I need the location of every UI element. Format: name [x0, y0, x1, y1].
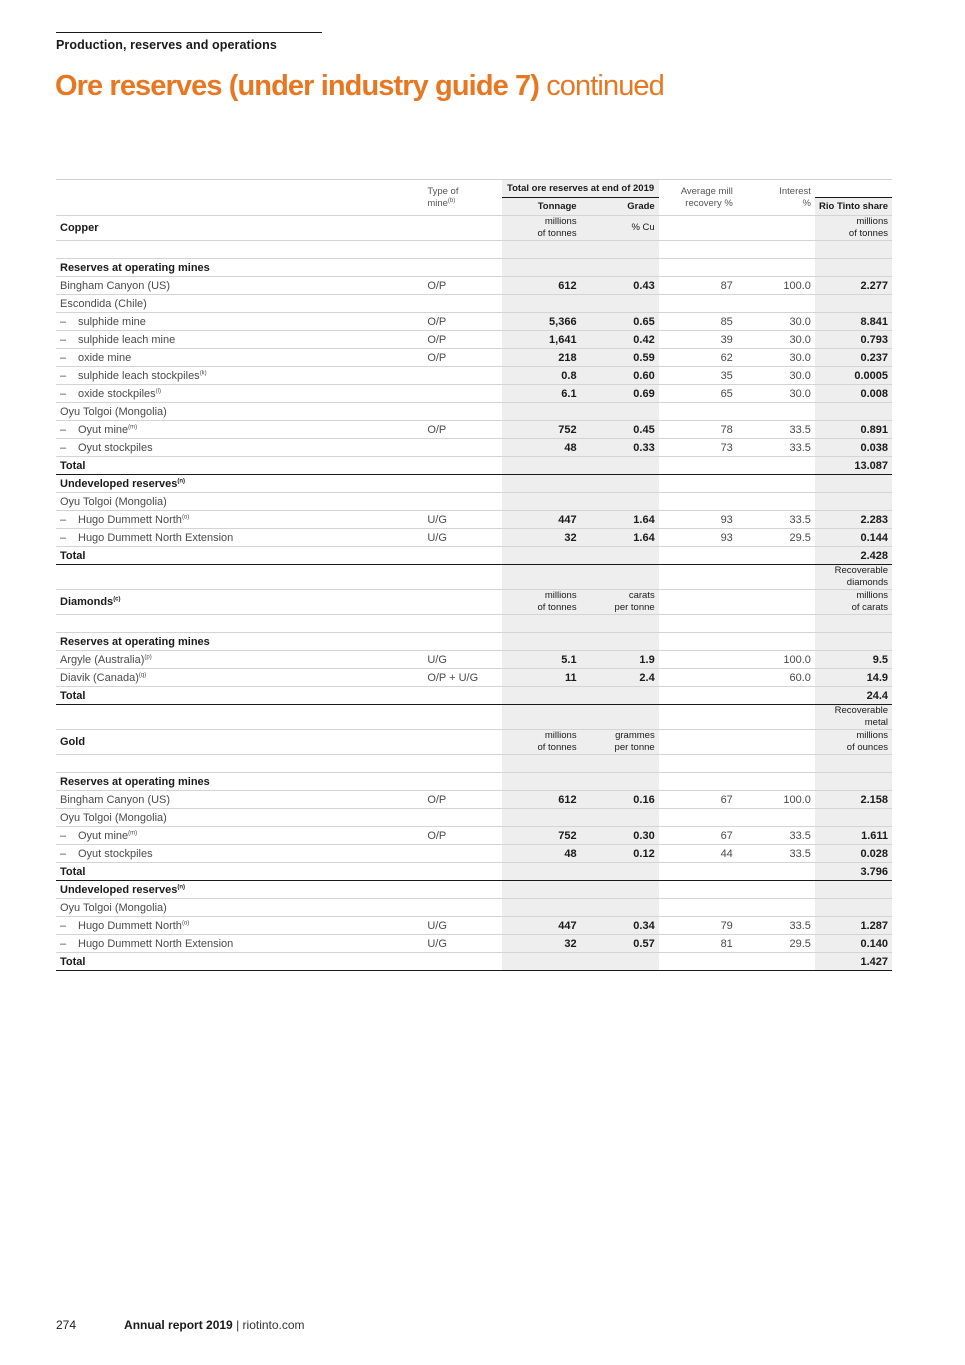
- mine-name: – sulphide leach stockpiles$^{(k)}$: [56, 367, 423, 385]
- grade-value: 2.4: [581, 669, 659, 687]
- mine-group-label: Oyu Tolgoi (Mongolia): [56, 493, 423, 511]
- mill-recovery-header: Average mill recovery %: [680, 185, 733, 209]
- subsection-heading: [56, 259, 892, 277]
- type-of-mine: O/P: [423, 791, 502, 809]
- tonnage-value: 752: [502, 827, 580, 845]
- unit-tonnage: millions of tonnes: [502, 730, 580, 755]
- table-row: [56, 791, 892, 809]
- type-of-mine: O/P + U/G: [423, 669, 502, 687]
- mine-group-row: [56, 809, 892, 827]
- table-body: [56, 216, 892, 971]
- table-row: [56, 331, 892, 349]
- unit-grade: % Cu: [581, 216, 659, 241]
- grade-value: 0.60: [581, 367, 659, 385]
- tonnage-value: 447: [502, 917, 580, 935]
- mill-recovery-value: 73: [659, 439, 737, 457]
- table-row: [56, 367, 892, 385]
- rio-tinto-share-header: Rio Tinto share: [815, 198, 892, 216]
- unit-grade: [581, 705, 659, 730]
- dash-marker: –: [60, 351, 67, 364]
- mine-group-row: [56, 295, 892, 313]
- mine-group-label: Oyu Tolgoi (Mongolia): [56, 809, 423, 827]
- total-share: 3.796: [815, 863, 892, 881]
- mine-name: – Hugo Dummett North$^{(o)}$: [56, 917, 423, 935]
- type-of-mine: [423, 439, 502, 457]
- type-of-mine: U/G: [423, 935, 502, 953]
- grade-value: 0.34: [581, 917, 659, 935]
- mill-recovery-value: 67: [659, 791, 737, 809]
- grade-value: 0.43: [581, 277, 659, 295]
- rio-tinto-share-value: 2.277: [815, 277, 892, 295]
- mill-recovery-value: 79: [659, 917, 737, 935]
- table-row: [56, 511, 892, 529]
- table-row: [56, 277, 892, 295]
- mine-name: Diavik (Canada)$^{(q)}$: [56, 669, 423, 687]
- page-number: 274: [56, 1318, 77, 1332]
- interest-value: 30.0: [737, 331, 815, 349]
- total-label: Total: [56, 953, 423, 971]
- tonnage-value: 48: [502, 845, 580, 863]
- type-of-mine: U/G: [423, 917, 502, 935]
- page-title: [55, 70, 664, 103]
- tonnage-value: 32: [502, 935, 580, 953]
- title-continued: continued: [546, 70, 664, 102]
- dash-marker: –: [60, 919, 67, 932]
- total-row: [56, 953, 892, 971]
- total-share: 24.4: [815, 687, 892, 705]
- grade-value: 0.65: [581, 313, 659, 331]
- type-of-mine: O/P: [423, 421, 502, 439]
- type-of-mine: U/G: [423, 529, 502, 547]
- mine-group-label: Escondida (Chile): [56, 295, 423, 313]
- unit-share: Recoverable diamonds: [815, 565, 892, 590]
- interest-value: 30.0: [737, 367, 815, 385]
- total-row: [56, 457, 892, 475]
- grade-value: 0.57: [581, 935, 659, 953]
- interest-value: 33.5: [737, 439, 815, 457]
- grade-value: 0.42: [581, 331, 659, 349]
- dash-marker: –: [60, 829, 67, 842]
- type-of-mine: O/P: [423, 313, 502, 331]
- rio-tinto-share-value: 0.237: [815, 349, 892, 367]
- mine-name: – Oyut stockpiles: [56, 845, 423, 863]
- mill-recovery-value: [659, 669, 737, 687]
- section-heading: Copper: [56, 216, 423, 241]
- subsection-heading: [56, 881, 892, 899]
- type-of-mine-header: Type of mine$^{(b)}$: [427, 185, 459, 209]
- tonnage-value: 752: [502, 421, 580, 439]
- grade-value: 0.12: [581, 845, 659, 863]
- type-of-mine: O/P: [423, 349, 502, 367]
- rio-tinto-share-value: 0.0005: [815, 367, 892, 385]
- dash-marker: –: [60, 423, 67, 436]
- dash-marker: –: [60, 847, 67, 860]
- unit-share: Recoverable metal: [815, 705, 892, 730]
- table-row: [56, 935, 892, 953]
- table-header: [56, 180, 892, 216]
- interest-value: 30.0: [737, 313, 815, 331]
- subsection-heading: [56, 773, 892, 791]
- rio-tinto-share-value: 0.793: [815, 331, 892, 349]
- page-footer: [56, 1318, 305, 1332]
- tonnage-value: 612: [502, 791, 580, 809]
- subsection-label: Reserves at operating mines: [56, 259, 423, 277]
- interest-value: 33.5: [737, 917, 815, 935]
- section-heading: Gold: [56, 730, 423, 755]
- tonnage-value: 1,641: [502, 331, 580, 349]
- total-label: Total: [56, 457, 423, 475]
- unit-grade: grammes per tonne: [581, 730, 659, 755]
- unit-share: millions of tonnes: [815, 216, 892, 241]
- mine-name: Bingham Canyon (US): [56, 277, 423, 295]
- rio-tinto-share-value: 0.144: [815, 529, 892, 547]
- table-row: [56, 827, 892, 845]
- mine-group-row: [56, 493, 892, 511]
- unit-grade: carats per tonne: [581, 590, 659, 615]
- section-label: Production, reserves and operations: [56, 32, 322, 52]
- dash-marker: –: [60, 369, 67, 382]
- subsection-heading: [56, 633, 892, 651]
- mine-name: – Oyut mine$^{(m)}$: [56, 827, 423, 845]
- interest-value: 30.0: [737, 385, 815, 403]
- grade-value: 0.33: [581, 439, 659, 457]
- footer-separator: |: [232, 1318, 243, 1332]
- section-heading: Diamonds$^{(c)}$: [56, 590, 423, 615]
- rio-tinto-share-value: 0.140: [815, 935, 892, 953]
- mill-recovery-value: 62: [659, 349, 737, 367]
- unit-share: millions of ounces: [815, 730, 892, 755]
- rio-tinto-share-value: 0.891: [815, 421, 892, 439]
- mine-name: – Hugo Dummett North Extension: [56, 529, 423, 547]
- mine-name: Argyle (Australia)$^{(p)}$: [56, 651, 423, 669]
- table-row: [56, 439, 892, 457]
- tonnage-value: 447: [502, 511, 580, 529]
- unit-tonnage: millions of tonnes: [502, 216, 580, 241]
- rio-tinto-share-value: 0.008: [815, 385, 892, 403]
- ore-reserves-table: [56, 179, 892, 971]
- rio-tinto-share-value: 2.283: [815, 511, 892, 529]
- subsection-label: Reserves at operating mines: [56, 773, 423, 791]
- mine-name: – Hugo Dummett North$^{(o)}$: [56, 511, 423, 529]
- grade-value: 1.9: [581, 651, 659, 669]
- mine-name: – Oyut mine$^{(m)}$: [56, 421, 423, 439]
- grade-value: 1.64: [581, 529, 659, 547]
- total-row: [56, 687, 892, 705]
- mine-group-row: [56, 899, 892, 917]
- mill-recovery-value: 35: [659, 367, 737, 385]
- mill-recovery-value: 87: [659, 277, 737, 295]
- mill-recovery-value: [659, 651, 737, 669]
- interest-value: 100.0: [737, 651, 815, 669]
- subsection-label: Reserves at operating mines: [56, 633, 423, 651]
- grade-value: 0.69: [581, 385, 659, 403]
- mine-name: – Oyut stockpiles: [56, 439, 423, 457]
- dash-marker: –: [60, 387, 67, 400]
- grade-value: 0.45: [581, 421, 659, 439]
- mill-recovery-value: 85: [659, 313, 737, 331]
- grade-value: 0.16: [581, 791, 659, 809]
- unit-grade: [581, 565, 659, 590]
- table-row: [56, 385, 892, 403]
- dash-marker: –: [60, 531, 67, 544]
- total-label: Total: [56, 547, 423, 565]
- mine-name: – oxide mine: [56, 349, 423, 367]
- interest-value: 33.5: [737, 845, 815, 863]
- grade-header: Grade: [581, 198, 659, 216]
- mill-recovery-value: 39: [659, 331, 737, 349]
- table-row: [56, 349, 892, 367]
- total-label: Total: [56, 863, 423, 881]
- mine-name: – oxide stockpiles$^{(l)}$: [56, 385, 423, 403]
- mill-recovery-value: 93: [659, 529, 737, 547]
- table-row: [56, 669, 892, 687]
- table-row: [56, 651, 892, 669]
- report-title: Annual report 2019: [124, 1318, 233, 1332]
- rio-tinto-share-value: 2.158: [815, 791, 892, 809]
- type-of-mine: O/P: [423, 331, 502, 349]
- subsection-label: Undeveloped reserves$^{(n)}$: [56, 881, 423, 899]
- rio-tinto-share-value: 9.5: [815, 651, 892, 669]
- tonnage-value: 0.8: [502, 367, 580, 385]
- mine-name: – sulphide mine: [56, 313, 423, 331]
- mine-name: Bingham Canyon (US): [56, 791, 423, 809]
- website-link[interactable]: riotinto.com: [242, 1318, 305, 1332]
- rio-tinto-share-value: 14.9: [815, 669, 892, 687]
- subsection-heading: [56, 475, 892, 493]
- tonnage-value: 5,366: [502, 313, 580, 331]
- table-row: [56, 529, 892, 547]
- table-row: [56, 313, 892, 331]
- unit-tonnage: [502, 705, 580, 730]
- total-share: 2.428: [815, 547, 892, 565]
- tonnage-value: 218: [502, 349, 580, 367]
- table-row: [56, 845, 892, 863]
- dash-marker: –: [60, 937, 67, 950]
- unit-tonnage: millions of tonnes: [502, 590, 580, 615]
- rio-tinto-share-value: 8.841: [815, 313, 892, 331]
- total-label: Total: [56, 687, 423, 705]
- type-of-mine: [423, 845, 502, 863]
- table-row: [56, 917, 892, 935]
- unit-share: millions of carats: [815, 590, 892, 615]
- interest-value: 100.0: [737, 791, 815, 809]
- rio-tinto-share-value: 0.028: [815, 845, 892, 863]
- mill-recovery-value: 81: [659, 935, 737, 953]
- mill-recovery-value: 78: [659, 421, 737, 439]
- tonnage-value: 48: [502, 439, 580, 457]
- units-row: [56, 730, 892, 755]
- title-main: Ore reserves (under industry guide 7): [55, 70, 540, 102]
- type-of-mine: U/G: [423, 651, 502, 669]
- tonnage-value: 32: [502, 529, 580, 547]
- tonnage-value: 612: [502, 277, 580, 295]
- interest-value: 30.0: [737, 349, 815, 367]
- units-row: [56, 565, 892, 590]
- tonnage-value: 11: [502, 669, 580, 687]
- mine-group-label: Oyu Tolgoi (Mongolia): [56, 899, 423, 917]
- table-row: [56, 421, 892, 439]
- dash-marker: –: [60, 333, 67, 346]
- interest-value: 33.5: [737, 421, 815, 439]
- total-share: 13.087: [815, 457, 892, 475]
- total-row: [56, 863, 892, 881]
- interest-value: 100.0: [737, 277, 815, 295]
- type-of-mine: O/P: [423, 827, 502, 845]
- units-row: [56, 705, 892, 730]
- mill-recovery-value: 65: [659, 385, 737, 403]
- rio-tinto-share-value: 1.611: [815, 827, 892, 845]
- tonnage-header: Tonnage: [502, 198, 580, 216]
- dash-marker: –: [60, 513, 67, 526]
- interest-value: 29.5: [737, 935, 815, 953]
- units-row: [56, 590, 892, 615]
- mill-recovery-value: 44: [659, 845, 737, 863]
- type-of-mine: [423, 385, 502, 403]
- mine-name: – Hugo Dummett North Extension: [56, 935, 423, 953]
- interest-value: 33.5: [737, 827, 815, 845]
- interest-value: 60.0: [737, 669, 815, 687]
- type-of-mine: [423, 367, 502, 385]
- tonnage-value: 5.1: [502, 651, 580, 669]
- type-of-mine: O/P: [423, 277, 502, 295]
- units-row: [56, 216, 892, 241]
- grade-value: 1.64: [581, 511, 659, 529]
- total-ore-reserves-header: Total ore reserves at end of 2019: [502, 180, 658, 198]
- rio-tinto-share-value: 0.038: [815, 439, 892, 457]
- subsection-label: Undeveloped reserves$^{(n)}$: [56, 475, 423, 493]
- tonnage-value: 6.1: [502, 385, 580, 403]
- interest-value: 29.5: [737, 529, 815, 547]
- grade-value: 0.30: [581, 827, 659, 845]
- unit-tonnage: [502, 565, 580, 590]
- type-of-mine: U/G: [423, 511, 502, 529]
- dash-marker: –: [60, 441, 67, 454]
- grade-value: 0.59: [581, 349, 659, 367]
- mine-group-row: [56, 403, 892, 421]
- dash-marker: –: [60, 315, 67, 328]
- mill-recovery-value: 67: [659, 827, 737, 845]
- total-share: 1.427: [815, 953, 892, 971]
- interest-value: 33.5: [737, 511, 815, 529]
- mill-recovery-value: 93: [659, 511, 737, 529]
- mine-name: – sulphide leach mine: [56, 331, 423, 349]
- rio-tinto-share-value: 1.287: [815, 917, 892, 935]
- interest-header: Interest %: [779, 185, 811, 209]
- mine-group-label: Oyu Tolgoi (Mongolia): [56, 403, 423, 421]
- total-row: [56, 547, 892, 565]
